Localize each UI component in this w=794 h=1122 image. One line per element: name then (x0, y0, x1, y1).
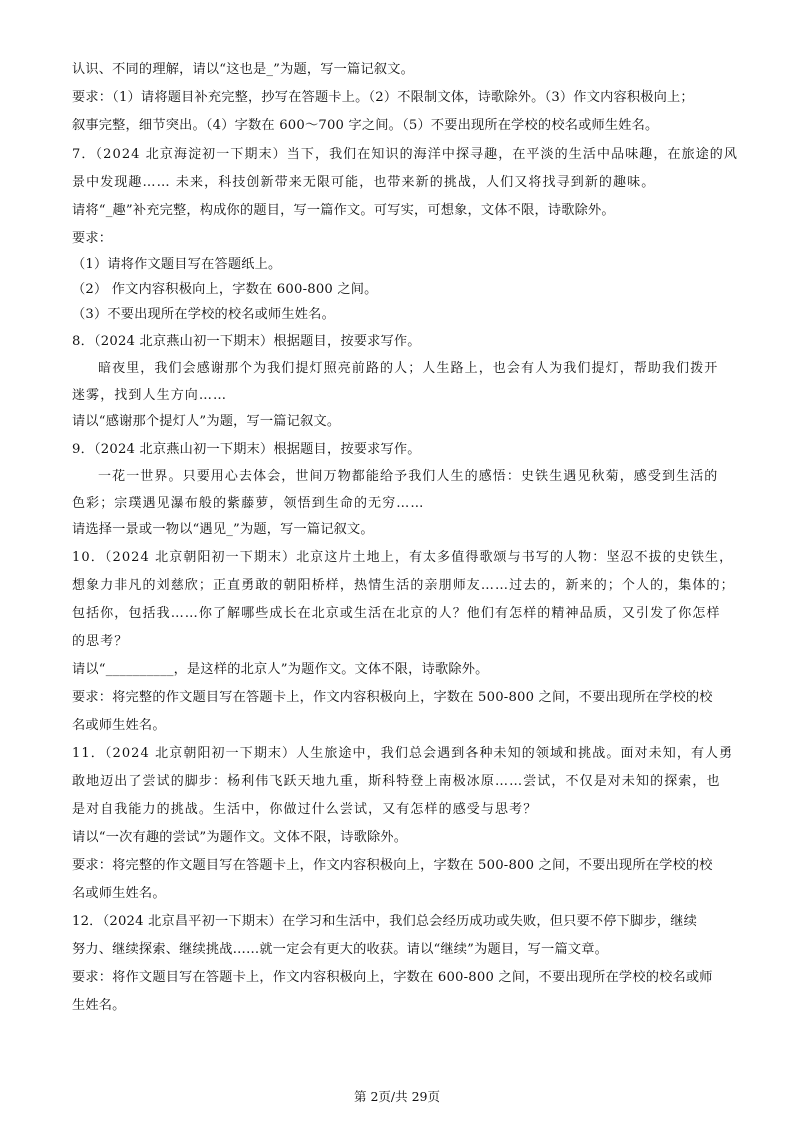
text-line: 想象力非凡的刘慈欣；正直勇敢的朝阳桥样，热情生活的亲朋师友……过去的，新来的；个人的，集体的； (72, 578, 735, 593)
text-line: 努力、继续探索、继续挑战……就一定会有更大的收获。请以“继续”为题目，写一篇文章。 (72, 942, 608, 957)
text-line: （1）请将作文题目写在答题纸上。 (72, 257, 282, 272)
text-line: 请以“一次有趣的尝试”为题作文。文体不限，诗歌除外。 (72, 830, 408, 845)
text-line: 名或师生姓名。 (72, 886, 166, 901)
question-11-stem: 11．（2024 北京朝阳初一下期末）人生旅途中，我们总会遇到各种未知的领域和挑战。面对未知，有人勇 (72, 746, 734, 761)
text-line: 景中发现趣…… 未来，科技创新带来无限可能，也带来新的挑战，人们又将找寻到新的趣味。 (72, 175, 656, 190)
text-line: 的思考？ (72, 634, 129, 649)
text-line: 认识、不同的理解，请以“这也是_”为题，写一篇记叙文。 (72, 62, 414, 77)
text-line: 色彩；宗璞遇见瀑布般的紫藤萝，领悟到生命的无穷…… (72, 496, 425, 511)
text-line: 请以“感谢那个提灯人”为题，写一篇记叙文。 (72, 414, 341, 429)
text-line: 要求：将作文题目写在答题卡上，作文内容积极向上，字数在 600-800 之间，不要出现所在学校的校名或师 (72, 970, 713, 985)
text-line: 一花一世界。只要用心去体会，世间万物都能给予我们人生的感悟：史铁生遇见秋菊，感受到生活的 (98, 469, 719, 484)
text-line: 要求： (72, 231, 113, 246)
question-12-stem: 12．（2024 北京昌平初一下期末）在学习和生活中，我们总会经历成功或失败，但只要不停下脚步，继续 (72, 914, 697, 929)
text-line: 请选择一景或一物以“遇见_”为题，写一篇记叙文。 (72, 522, 374, 537)
text-line: 请将“_趣”补充完整，构成你的题目，写一篇作文。可写实，可想象，文体不限，诗歌除外。 (72, 203, 615, 218)
text-line: 生姓名。 (72, 998, 126, 1013)
text-line: 迷雾，找到人生方向…… (72, 388, 228, 403)
text-line: 要求：将完整的作文题目写在答题卡上，作文内容积极向上，字数在 500-800 之间，不要出现所在学校的校 (72, 858, 713, 873)
text-line: 叙事完整，细节突出。（4）字数在 600～700 字之间。（5）不要出现所在学校的校名或师生姓名。 (72, 118, 659, 133)
text-line: 包括你，包括我……你了解哪些成长在北京或生活在北京的人？他们有怎样的精神品质，又引发了你怎样 (72, 606, 721, 621)
text-line: 请以“__________，是这样的北京人”为题作文。文体不限，诗歌除外。 (72, 662, 489, 677)
text-line: （3）不要出现所在学校的校名或师生姓名。 (72, 307, 335, 322)
question-9-stem: 9．（2024 北京燕山初一下期末）根据题目，按要求写作。 (72, 442, 421, 457)
text-line: 是对自我能力的挑战。生活中，你做过什么尝试，又有怎样的感受与思考？ (72, 802, 538, 817)
text-line: （2） 作文内容积极向上，字数在 600-800 之间。 (72, 282, 378, 297)
text-line: 名或师生姓名。 (72, 718, 166, 733)
text-line: 要求：将完整的作文题目写在答题卡上，作文内容积极向上，字数在 500-800 之间，不要出现所在学校的校 (72, 690, 713, 705)
text-line: 暗夜里，我们会感谢那个为我们提灯照亮前路的人；人生路上，也会有人为我们提灯，帮助我们拨开 (98, 361, 719, 376)
question-7-stem: 7．（2024 北京海淀初一下期末）当下，我们在知识的海洋中探寻趣，在平淡的生活中品味趣，在旅途的风 (72, 147, 738, 162)
question-8-stem: 8．（2024 北京燕山初一下期末）根据题目，按要求写作。 (72, 334, 421, 349)
text-line: 要求：（1）请将题目补充完整，抄写在答题卡上。（2）不限制文体，诗歌除外。（3）作文内容积极向上； (72, 90, 694, 105)
question-10-stem: 10．（2024 北京朝阳初一下期末）北京这片土地上，有太多值得歌颂与书写的人物：坚忍不拔的史铁生， (72, 550, 734, 565)
page-footer: 第 2页/共 29页 (353, 1089, 441, 1104)
text-line: 敢地迈出了尝试的脚步：杨利伟飞跃天地九重，斯科特登上南极冰原……尝试，不仅是对未知的探索，也 (72, 774, 721, 789)
